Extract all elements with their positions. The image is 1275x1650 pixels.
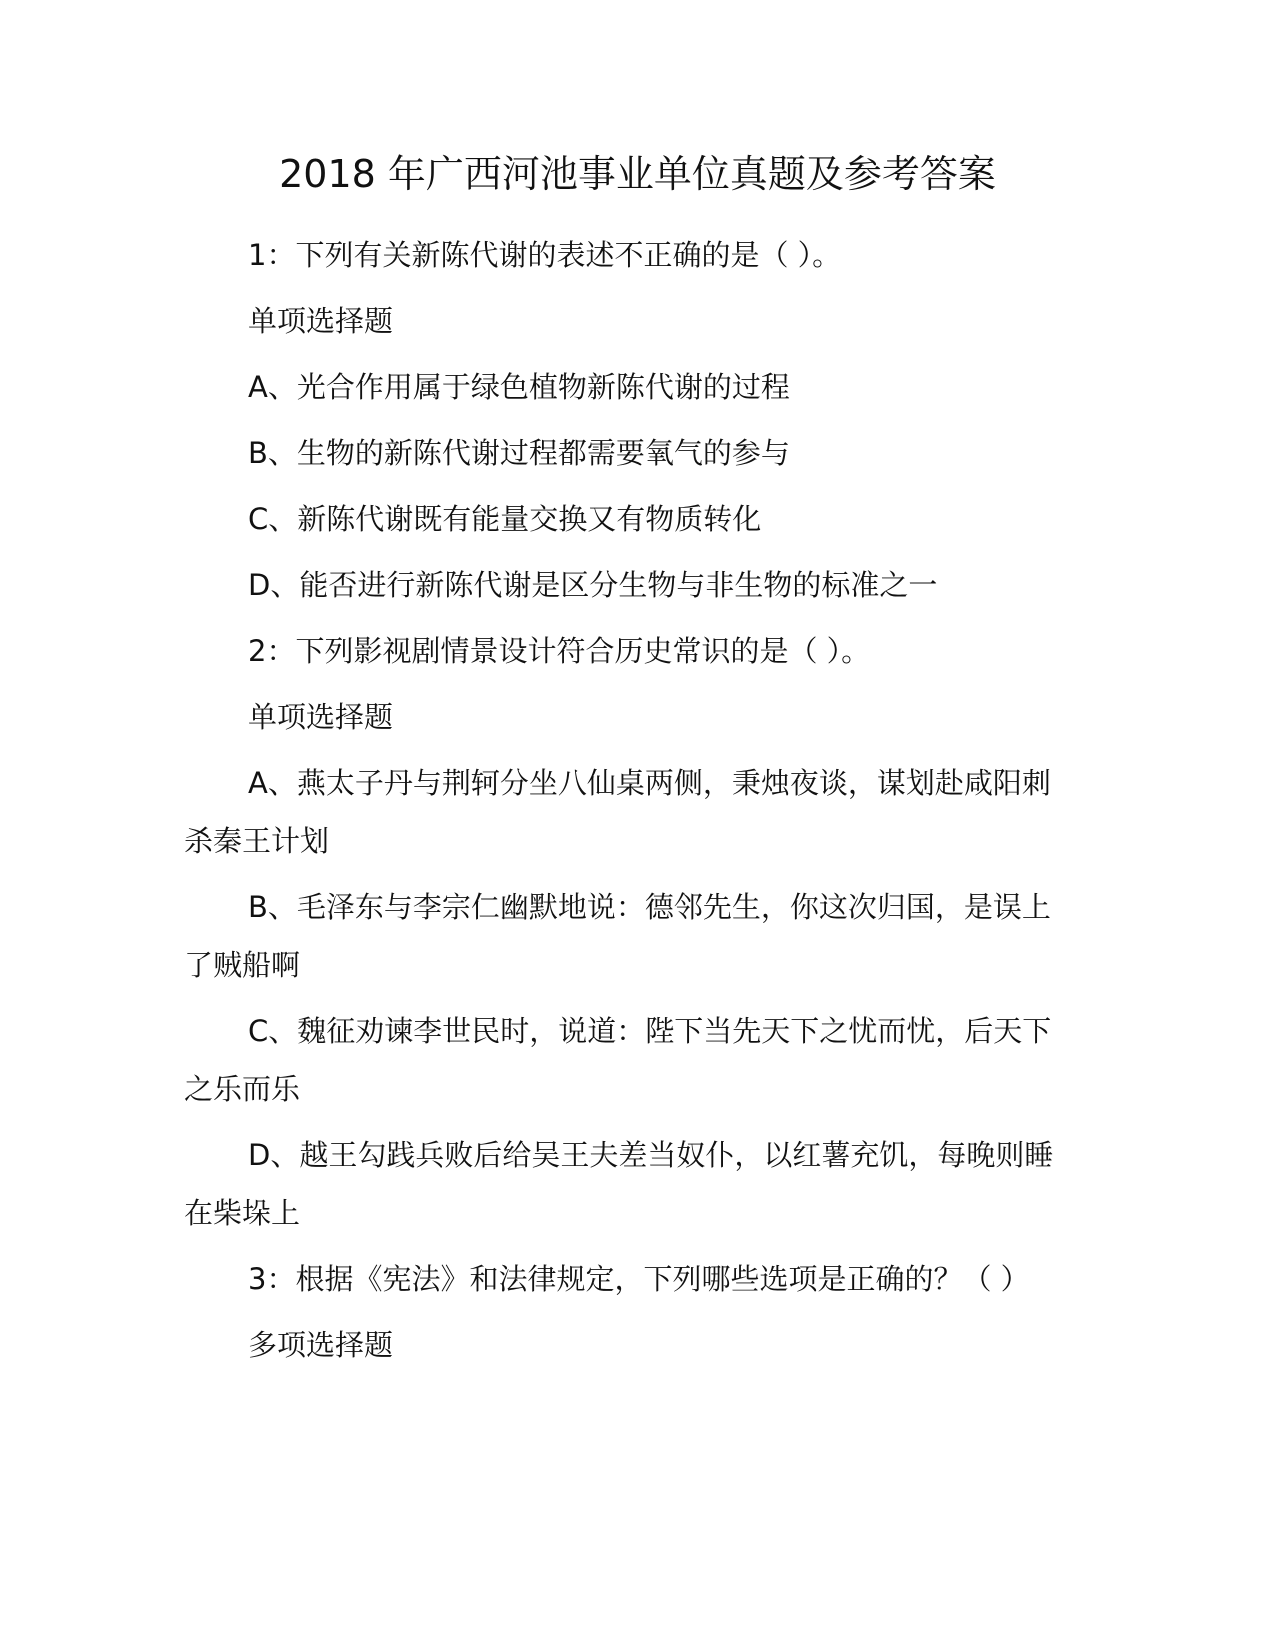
question-1-stem: 1：下列有关新陈代谢的表述不正确的是（ ）。 [248, 238, 842, 272]
question-3-stem: 3：根据《宪法》和法律规定，下列哪些选项是正确的？（ ） [248, 1262, 1030, 1296]
question-2-type: 单项选择题 [248, 700, 394, 734]
question-1-type: 单项选择题 [248, 304, 394, 338]
question-1-option-a: A、光合作用属于绿色植物新陈代谢的过程 [248, 370, 790, 404]
question-1-option-b: B、生物的新陈代谢过程都需要氧气的参与 [248, 436, 790, 470]
question-2-option-d: D、越王勾践兵败后给吴王夫差当奴仆，以红薯充饥，每晚则睡在柴垛上 [184, 1138, 1054, 1230]
question-2-option-b: B、毛泽东与李宗仁幽默地说：德邻先生，你这次归国，是误上了贼船啊 [184, 890, 1051, 982]
document-body [184, 226, 1076, 1382]
document-title: 2018 年广西河池事业单位真题及参考答案 [279, 152, 996, 196]
question-1-option-c: C、新陈代谢既有能量交换又有物质转化 [248, 502, 762, 536]
question-2-option-c: C、魏征劝谏李世民时，说道：陛下当先天下之忧而忧，后天下之乐而乐 [184, 1014, 1052, 1106]
question-2-option-a: A、燕太子丹与荆轲分坐八仙桌两侧，秉烛夜谈，谋划赴咸阳刺杀秦王计划 [184, 766, 1051, 858]
question-2-stem: 2：下列影视剧情景设计符合历史常识的是（ ）。 [248, 634, 871, 668]
question-3-type: 多项选择题 [248, 1328, 394, 1362]
question-1-option-d: D、能否进行新陈代谢是区分生物与非生物的标准之一 [248, 568, 938, 602]
